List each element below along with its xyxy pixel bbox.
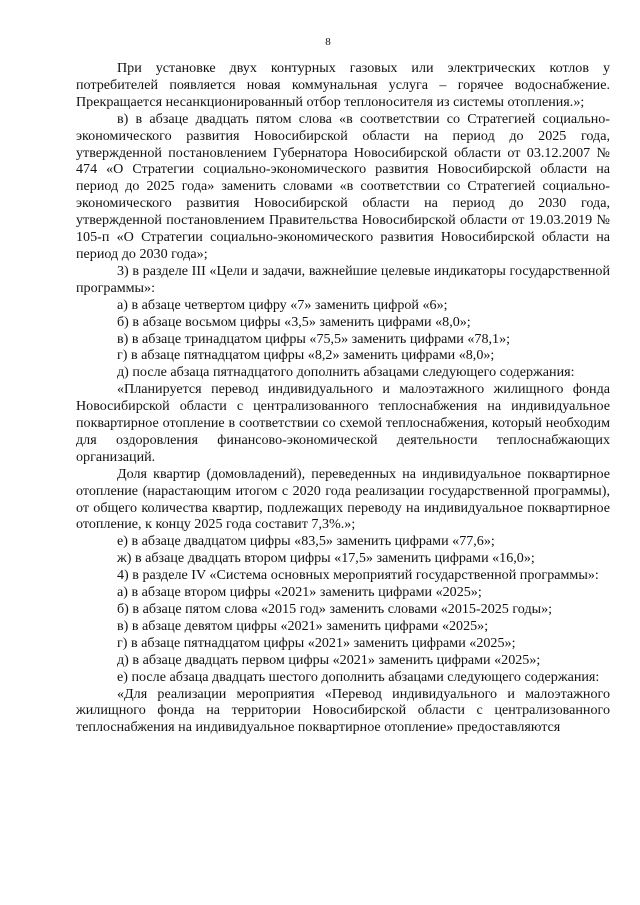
paragraph: д) в абзаце двадцать первом цифры «2021» заменить цифрами «2025»; xyxy=(117,651,541,668)
paragraph: ж) в абзаце двадцать втором цифры «17,5» заменить цифрами «16,0»; xyxy=(117,550,535,567)
page-number: 8 xyxy=(325,36,331,48)
paragraph: д) после абзаца пятнадцатого дополнить абзацами следующего содержания: xyxy=(117,364,575,381)
paragraph: в) в абзаце двадцать пятом слова «в соответствии со Стратегией социально-экономического развития Новосибирской области на период до 2025 года, утвержденной постановлением Губернатора Новосибирской области от 03.12.2007 № 474 «О Стратегии социально-экономического развития Новосибирской области на период до 2025 года» заменить словами «в соответствии со Стратегией социально-экономического развития Новосибирской области на период до 2030 года, утвержденной постановлением Правительства Новосибирской области от 19.03.2019 № 105-п «О Стратегии социально-экономического развития Новосибирской области на период до 2030 года»; xyxy=(76,110,610,262)
paragraph: в) в абзаце девятом цифры «2021» заменить цифрами «2025»; xyxy=(117,617,489,634)
paragraph: Доля квартир (домовладений), переведенных на индивидуальное поквартирное отопление (нарастающим итогом с 2020 года реализации государственной программы), от общего количества квартир, подлежащих переводу на индивидуальное поквартирное отопление, к концу 2025 года составит 7,3%.»; xyxy=(76,465,610,533)
paragraph: а) в абзаце четвертом цифру «7» заменить цифрой «6»; xyxy=(117,296,448,313)
paragraph: «Планируется перевод индивидуального и малоэтажного жилищного фонда Новосибирской области с централизованного теплоснабжения на индивидуальное поквартирное отопление в соответствии со схемой теплоснабжения, который необходим для оздоровления финансово-экономической деятельности теплоснабжающих организаций. xyxy=(76,381,610,465)
paragraph: е) после абзаца двадцать шестого дополнить абзацами следующего содержания: xyxy=(117,668,600,685)
paragraph: б) в абзаце восьмом цифры «3,5» заменить цифрами «8,0»; xyxy=(117,313,471,330)
paragraph: «Для реализации мероприятия «Перевод индивидуального и малоэтажного жилищного фонда на территории Новосибирской области с централизованного теплоснабжения на индивидуальное поквартирное отопление» предоставляются xyxy=(76,685,610,736)
paragraph: При установке двух контурных газовых или электрических котлов у потребителей появляется новая коммунальная услуга – горячее водоснабжение. Прекращается несанкционированный отбор теплоносителя из системы отопления.»; xyxy=(76,60,610,110)
paragraph: 3) в разделе III «Цели и задачи, важнейшие целевые индикаторы государственной программы»: xyxy=(76,262,610,296)
paragraph: 4) в разделе IV «Система основных мероприятий государственной программы»: xyxy=(117,567,599,584)
paragraph: в) в абзаце тринадцатом цифры «75,5» заменить цифрами «78,1»; xyxy=(117,330,511,347)
paragraph: г) в абзаце пятнадцатом цифры «8,2» заменить цифрами «8,0»; xyxy=(117,347,495,364)
paragraph: е) в абзаце двадцатом цифры «83,5» заменить цифрами «77,6»; xyxy=(117,533,495,550)
paragraph: б) в абзаце пятом слова «2015 год» заменить словами «2015-2025 годы»; xyxy=(117,601,553,617)
paragraph: а) в абзаце втором цифры «2021» заменить цифрами «2025»; xyxy=(117,584,482,601)
paragraph: г) в абзаце пятнадцатом цифры «2021» заменить цифрами «2025»; xyxy=(117,634,516,651)
